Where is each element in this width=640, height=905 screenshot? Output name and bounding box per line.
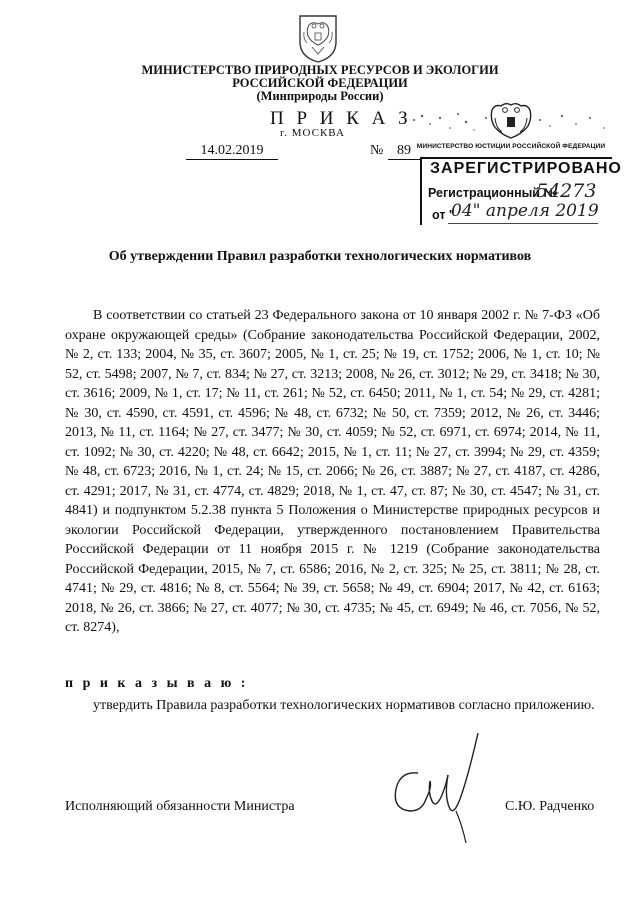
stamp-registration-number: 54273 [536,180,597,202]
document-type: П Р И К А З [270,108,412,129]
stamp-date-value: 04" апреля 2019 [451,201,599,221]
ministry-name-line2: РОССИЙСКОЙ ФЕДЕРАЦИИ [232,76,408,90]
ministry-short-name: (Минприроды России) [256,89,384,103]
stamp-date-underline [448,223,598,224]
signer-position: Исполняющий обязанности Министра [65,799,295,814]
justice-ministry-emblem [400,100,622,144]
signer-name: С.Ю. Радченко [505,799,595,814]
document-title: Об утверждении Правил разработки технологических нормативов [108,249,532,264]
preamble-paragraph: В соответствии со статьей 23 Федерального закона от 10 января 2002 г. № 7-ФЗ «Об охране окружающей среды» (Собрание законодательства Российской Федерации, 2002, № 2, ст. 133; 2004, № 35, ст. 3607; 2005, № 1, ст. 25; № 19, ст. 1752; 2006, № 1, ст. 10; № 52, ст. 5498; 2007, № 7, ст. 834; № 27, ст. 3213; 2008, № 26, ст. 3012; № 29, ст. 3418; № 30, ст. 3616; 2009, № 1, ст. 17; № 11, ст. 261; № 52, ст. 6450; 2011, № 1, ст. 54; № 29, ст. 4281; № 30, ст. 4590, ст. 4591, ст. 4596; № 48, ст. 6732; № 50, ст. 7359; 2012, № 26, ст. 3446; 2013, № 11, ст. 1164; № 27, ст. 3477; № 30, ст. 4059; № 52, ст. 6971, ст. 6974; 2014, № 11, ст. 1092; № 30, ст. 4220; № 48, ст. 6642; 2015, № 1, ст. 11; № 27, ст. 3994; № 29, ст. 4359; № 48, ст. 6723; 2016, № 1, ст. 24; № 15, ст. 2066; № 26, ст. 3887; № 27, ст. 4187, ст. 4286, ст. 4291; 2017, № 31, ст. 4774, ст. 4829; 2018, № 1, ст. 47, ст. 87; № 30, ст. 4547; № 31, ст. 4841) и подпунктом 5.2.38 пункта 5 Положения о Министерстве природных ресурсов и экологии Российской Федерации, утвержденного постановлением Правительства Российской Федерации от 11 ноября 2015 г. № 1219 (Собрание законодательства Российской Федерации, 2015, № 7, ст. 6586; 2016, № 2, ст. 325; № 25, ст. 3811; № 28, ст. 4741; № 29, ст. 4816; № 8, ст. 5564; № 39, ст. 5658; № 49, ст. 6904; 2017, № 42, ст. 6163; 2018, № 26, ст. 3866; № 27, ст. 4077; № 30, ст. 4735; № 45, ст. 6949; № 46, ст. 7056, № 52, ст. 8274), [65,308,600,635]
stamp-registration-label: Регистрационный № [428,186,558,200]
order-date: 14.02.2019 [186,143,278,160]
ministry-name-line1: МИНИСТЕРСТВО ПРИРОДНЫХ РЕСУРСОВ И ЭКОЛОГИИ [141,63,499,77]
order-word: п р и к а з ы в а ю : [65,676,249,691]
coat-of-arms-emblem [295,12,341,64]
order-number: 89 [388,143,420,160]
stamp-title: ЗАРЕГИСТРИРОВАНО [430,160,622,177]
stamp-date-label: от " [432,208,455,222]
order-number-label: № [370,143,384,158]
ministry-header [120,64,520,103]
stamp-ministry-name: МИНИСТЕРСТВО ЮСТИЦИИ РОССИЙСКОЙ ФЕДЕРАЦИИ [416,143,606,150]
handwritten-signature [370,715,500,845]
city: г. МОСКВА [280,127,345,139]
approve-paragraph: утвердить Правила разработки технологических нормативов согласно приложению. [93,698,595,713]
